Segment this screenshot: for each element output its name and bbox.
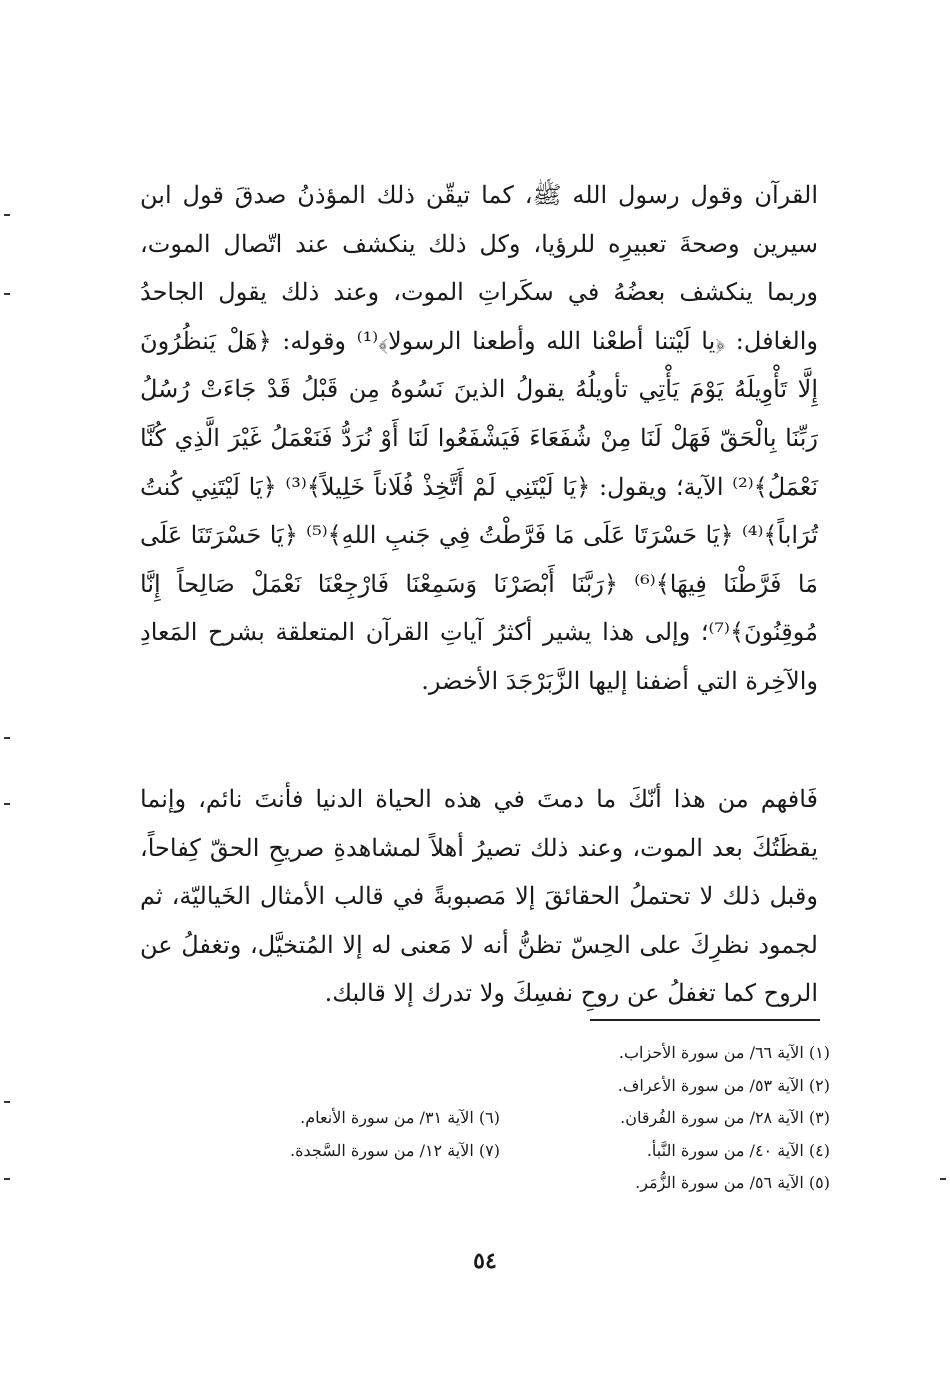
- paragraph-2-text: فَافهم من هذا أنّكَ ما دمتَ في هذه الحياة الدنيا فأنتَ نائم، وإنما يقظَتُكَ بعد الموت، وعند ذلك تصيرُ أهلاً لمشاهدةِ صريحِ الحقّ كِفاحاً، وقبل ذلك لا تحتملُ الحقائقَ إلا مَصبوبةً في قالب الأمثال الخَياليّة، ثم لجمود نظرِكَ على الحِسّ تظنُّ أنه لا مَعنى له إلا المُتخيَّل، وتغفلُ عن الروح كما تغفلُ عن روحِ نفسِكَ ولا تدرك إلا قالبك.: [140, 785, 818, 1008]
- scan-mark-left-1: [4, 214, 10, 216]
- scan-mark-left-3: [4, 737, 10, 739]
- body-paragraph-2: [140, 775, 818, 1018]
- footnote-5: (٥) الآية ٥٦/ من سورة الزُّمَر.: [635, 1173, 830, 1192]
- scan-mark-left-5: [4, 1101, 10, 1103]
- footnotes-column-right: [530, 1037, 830, 1200]
- scan-mark-left-2: [4, 293, 10, 295]
- footnote-6: (٦) الآية ٣١/ من سورة الأنعام.: [300, 1108, 500, 1127]
- paragraph-1-text: القرآن وقول رسول الله ﷺ، كما تيقّن ذلك المؤذنُ صدقَ قول ابن سيرين وصحةَ تعبيرِه للرؤيا، وكل ذلك ينكشف عند اتّصال الموت، وربما ينكشف بعضُهُ في سكَراتِ الموت، وعند ذلك يقول الجاحدُ والغافل: ﴿يا لَيْتنا أطعْنا الله وأطعنا الرسولا﴾⁽¹⁾ وقوله: ﴿هَلْ يَنظُرُونَ إِلَّا تَأْوِيلَهُ يَوْمَ يَأْتِي تأويلُهُ يقولُ الذينَ نَسُوهُ مِن قَبْلُ قَدْ جَاءَتْ رُسُلُ رَبِّنَا بِالْحَقّ فَهَلْ لَنَا مِنْ شُفَعَاءَ فَيَشْفَعُوا لَنَا أَوْ نُرَدُّ فَنَعْمَلُ غَيْرَ الَّذِي كُنَّا نَعْمَلُ﴾⁽²⁾ الآية؛ ويقول: ﴿يَا لَيْتَنِي لَمْ أَتَّخِذْ فُلَاناً خَلِيلاً﴾⁽³⁾ ﴿يَا لَيْتَنِي كُنتُ تُرَاباً﴾⁽⁴⁾ ﴿يَا حَسْرَتَا عَلَى مَا فَرَّطْتُ فِي جَنبِ اللهِ﴾⁽⁵⁾ ﴿يَا حَسْرَتَنَا عَلَى مَا فَرَّطْنَا فِيهَا﴾⁽⁶⁾ ﴿رَبَّنَا أَبْصَرْنَا وَسَمِعْنَا فَارْجِعْنَا نَعْمَلْ صَالِحاً إِنَّا مُوقِنُونَ﴾⁽⁷⁾؛ وإلى هذا يشير أكثرُ آياتِ القرآن المتعلقة بشرح المَعادِ والآخِرة التي أضفنا إليها الزَّبَرْجَدَ الأخضر.: [140, 181, 819, 695]
- scan-mark-right-1: [940, 1178, 946, 1180]
- footnote-separator: [590, 1019, 820, 1021]
- footnotes-column-left: [200, 1102, 500, 1167]
- scan-mark-left-6: [4, 1178, 10, 1180]
- footnote-4: (٤) الآية ٤٠/ من سورة النَّبأ.: [646, 1140, 830, 1160]
- footnote-7: (٧) الآية ١٢/ من سورة السَّجدة.: [289, 1140, 500, 1160]
- footnote-1: (١) الآية ٦٦/ من سورة الأحزاب.: [618, 1043, 830, 1062]
- footnote-2: (٢) الآية ٥٣/ من سورة الأعراف.: [617, 1075, 830, 1095]
- page-number: ٥٤: [473, 1248, 497, 1274]
- scan-mark-left-4: [4, 803, 10, 805]
- footnote-3: (٣) الآية ٢٨/ من سورة الفُرقان.: [620, 1108, 830, 1127]
- body-paragraph-1: [140, 171, 818, 706]
